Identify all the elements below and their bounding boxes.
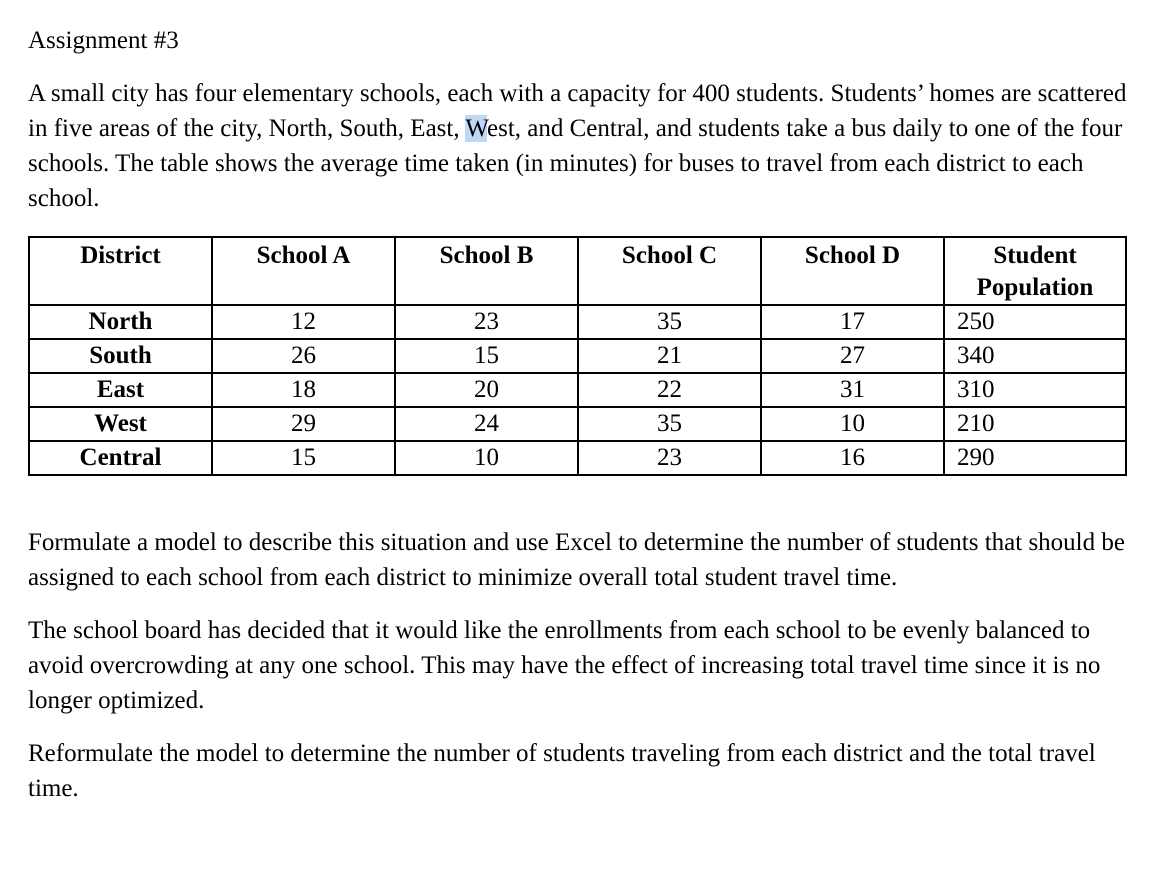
district-cell: North <box>29 305 212 339</box>
header-school-d: School D <box>761 237 944 305</box>
intro-text-start: A small city has four elementary schools, each with a capacity for 400 students. Students’ homes are scattered in five areas of the city, North, South, East, <box>28 80 1127 142</box>
table-row <box>29 305 1126 339</box>
school-d-time: 27 <box>761 339 944 373</box>
population-cell: 290 <box>944 441 1126 475</box>
district-cell: Central <box>29 441 212 475</box>
school-c-time: 35 <box>578 407 761 441</box>
school-d-time: 31 <box>761 373 944 407</box>
assignment-title: Assignment #3 <box>28 27 179 54</box>
header-district: District <box>29 237 212 305</box>
header-school-c: School C <box>578 237 761 305</box>
intro-paragraph <box>28 76 1128 216</box>
paragraph-reformulate: Reformulate the model to determine the number of students traveling from each district and the total travel time. <box>28 740 1096 802</box>
school-b-time: 23 <box>395 305 578 339</box>
population-cell: 340 <box>944 339 1126 373</box>
school-c-time: 21 <box>578 339 761 373</box>
document-body <box>28 22 1128 802</box>
school-c-time: 35 <box>578 305 761 339</box>
intro-text-end: est, and Central, and students take a bus daily to one of the four schools. The table shows the average time taken (in minutes) for buses to travel from each district to each school. <box>28 115 1123 212</box>
school-c-time: 22 <box>578 373 761 407</box>
district-cell: West <box>29 407 212 441</box>
text-selection-highlight: W <box>465 115 488 142</box>
district-cell: South <box>29 339 212 373</box>
paragraph-formulate: Formulate a model to describe this situation and use Excel to determine the number of students that should be assigned to each school from each district to minimize overall total student travel time. <box>28 529 1125 591</box>
population-cell: 250 <box>944 305 1126 339</box>
table-row <box>29 407 1126 441</box>
district-cell: East <box>29 373 212 407</box>
paragraph-school-board: The school board has decided that it would like the enrollments from each school to be evenly balanced to avoid overcrowding at any one school. This may have the effect of increasing total travel time since it is no longer optimized. <box>28 617 1101 714</box>
instructions-section <box>28 525 1128 824</box>
table-row <box>29 441 1126 475</box>
school-a-time: 29 <box>212 407 395 441</box>
population-cell: 210 <box>944 407 1126 441</box>
population-cell: 310 <box>944 373 1126 407</box>
school-b-time: 15 <box>395 339 578 373</box>
travel-time-table <box>28 236 1127 476</box>
header-school-b: School B <box>395 237 578 305</box>
school-a-time: 15 <box>212 441 395 475</box>
table-row <box>29 339 1126 373</box>
school-c-time: 23 <box>578 441 761 475</box>
school-a-time: 12 <box>212 305 395 339</box>
school-d-time: 17 <box>761 305 944 339</box>
school-d-time: 10 <box>761 407 944 441</box>
school-a-time: 26 <box>212 339 395 373</box>
table-header-row <box>29 237 1126 305</box>
school-d-time: 16 <box>761 441 944 475</box>
school-a-time: 18 <box>212 373 395 407</box>
school-b-time: 20 <box>395 373 578 407</box>
table-row <box>29 373 1126 407</box>
school-b-time: 24 <box>395 407 578 441</box>
school-b-time: 10 <box>395 441 578 475</box>
header-student-population: Student Population <box>944 237 1126 305</box>
header-school-a: School A <box>212 237 395 305</box>
